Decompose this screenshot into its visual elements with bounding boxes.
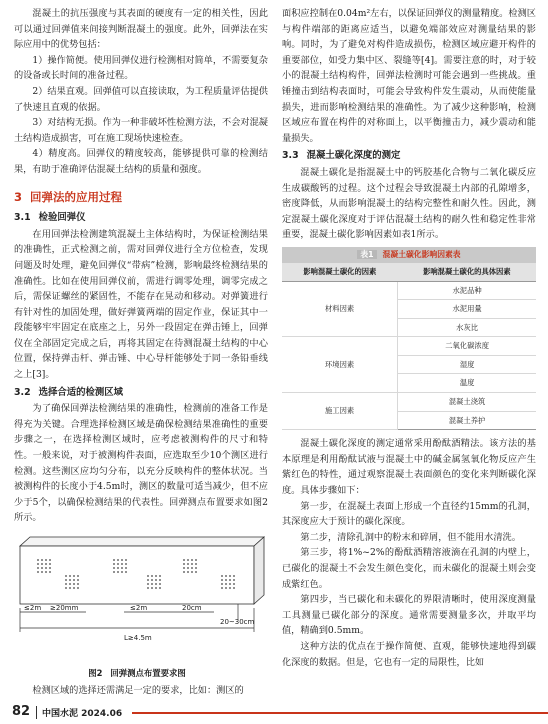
test-point [225, 579, 227, 581]
figure-test-point-layout [14, 532, 268, 664]
test-point [69, 575, 71, 577]
test-point [191, 559, 193, 561]
table-cell: 二氧化碳浓度 [398, 337, 536, 356]
test-point [117, 559, 119, 561]
table-cell: 水泥用量 [398, 300, 536, 319]
test-point [49, 567, 51, 569]
test-point [77, 575, 79, 577]
test-point [69, 587, 71, 589]
test-point [41, 571, 43, 573]
table-title-bar [282, 247, 536, 263]
figure-number: 图2 [88, 668, 103, 678]
intro-paragraph: 混凝土的抗压强度与其表面的硬度有一定的相关性，因此可以通过回弹值来间接判断混凝土的强度。此外，回弹法在实际应用中的优势包括： [14, 8, 268, 51]
subsection-number: 3.2 [14, 386, 31, 398]
length-label: L≥4.5m [124, 634, 152, 642]
test-point [77, 587, 79, 589]
table-category-cell: 环境因素 [282, 337, 398, 393]
test-point [233, 579, 235, 581]
table-cell: 水灰比 [398, 318, 536, 337]
test-point [151, 575, 153, 577]
test-point [125, 563, 127, 565]
page-footer [0, 701, 548, 724]
test-point [187, 559, 189, 561]
subsection-number: 3.1 [14, 212, 31, 224]
test-point [221, 587, 223, 589]
test-point [45, 559, 47, 561]
subsection-number: 3.3 [282, 150, 299, 162]
test-point [73, 575, 75, 577]
subsection-heading [14, 210, 268, 226]
table-row [282, 393, 536, 412]
subsection-title: 混凝土碳化深度的测定 [306, 150, 401, 162]
test-point [113, 559, 115, 561]
left-column [14, 6, 268, 698]
test-point [125, 559, 127, 561]
test-point [65, 583, 67, 585]
box-front-face [20, 546, 254, 604]
test-point [49, 571, 51, 573]
step-item: 第四步，当已碳化和未碳化的界限清晰时，使用深度测量工具测量已碳化部分的深度。通常需要测量多次，并取平均值，精确到0.5mm。 [282, 594, 536, 637]
test-point [45, 563, 47, 565]
test-point [159, 575, 161, 577]
test-point [221, 575, 223, 577]
body-paragraph: 为了确保回弹法检测结果的准确性，检测前的准备工作是得充为关键。合理选择检测区域是确保检测结果准确性的重要步骤之一，在选择检测区域时，应考虑被测构件的尺寸和特性。一般来说，对于被测构件表面，应选取至少10个测区进行检测。这些测区应均匀分布，以充分反映构件的整体状况。当被测构件的长度小于4.5m时，测区的数量可适当减少，但不应少于5个，以确保检测结果的代表性。回弹测点布置要求如图2所示。 [14, 403, 268, 524]
test-point [45, 571, 47, 573]
carbonation-factor-table [282, 263, 536, 430]
test-point [69, 579, 71, 581]
table-header: 影响混凝土碳化的具体因素 [398, 263, 536, 281]
test-point [195, 559, 197, 561]
test-point [73, 587, 75, 589]
test-point [37, 563, 39, 565]
test-point [49, 559, 51, 561]
dim-label: ≥20mm [50, 604, 79, 612]
section-title: 回弹法的应用过程 [30, 189, 123, 204]
test-point [159, 579, 161, 581]
test-point [233, 583, 235, 585]
subsection-title: 检验回弹仪 [38, 212, 86, 224]
test-point [117, 563, 119, 565]
test-point [121, 559, 123, 561]
test-point [49, 563, 51, 565]
box-top-face [20, 537, 264, 546]
table-row [282, 337, 536, 356]
right-column [282, 6, 536, 670]
test-point [151, 579, 153, 581]
test-point [233, 587, 235, 589]
advantage-item: 4）精度高。回弹仪的精度较高，能够提供可靠的检测结果，有助于准确评估混凝土结构的质量和强度。 [14, 148, 268, 175]
test-point [183, 559, 185, 561]
test-point [155, 579, 157, 581]
body-paragraph: 面积应控制在0.04m²左右，以保证回弹仪的测量精度。检测区与构件端部的距离应适当，以避免端部效应对测量结果的影响。同时，为了避免对构件造成损伤，检测区域应避开构件的重要部位，如受力集中区、裂缝等[4]。需要注意的时，对于较小的混凝土结构构件，回弹法检测时可能会遇到一些挑战。重锤撞击到结构表面时，可能会导致构件发生震动，从而使能量损失，进而影响检测结果的准确性。为了减少这种影响，检测区域应布置在构件的对称面上，以平衡撞击力，减少震动和能量损失。 [282, 8, 536, 144]
test-point [151, 583, 153, 585]
step-item: 第二步，清除孔洞中的粉末和碎屑，但不能用水清洗。 [300, 531, 521, 543]
test-point [77, 579, 79, 581]
test-point [69, 583, 71, 585]
test-point [229, 587, 231, 589]
test-point [155, 587, 157, 589]
test-point [147, 579, 149, 581]
advantage-item: 2）结果直观。回弹值可以直接读取，为工程质量评估提供了快速且直观的依据。 [14, 85, 268, 113]
body-paragraph: 在用回弹法检测建筑混凝土主体结构时，为保证检测结果的准确性，正式检测之前，需对回弹仪进行全方位检查，发现问题及时处理，避免回弹仪“带病”检测，影响最终检测结果的准确性。比如在使用回弹仪前，需进行调零处理，调零完成之后，需保证螺丝的紧固性，不能存在晃动和移动。对弹簧进行有针对性的加固处理，做好弹簧两端的固定作业，保证其中一段能够牢牢固定在底座之上，另外一段固定在弹击锤上，回弹仪在全部固定完成之后，再将其固定在待测混凝土结构的中心位置，保持弹击杆、弹击锤、中心导杆能够处于同一条铅垂线之上[3]。 [14, 228, 268, 381]
test-point [41, 567, 43, 569]
test-point [191, 571, 193, 573]
subsection-title: 选择合适的检测区域 [38, 386, 123, 398]
test-point [41, 559, 43, 561]
test-point [221, 583, 223, 585]
test-point [225, 587, 227, 589]
subsection-heading [282, 148, 536, 164]
test-point [125, 571, 127, 573]
test-point [121, 567, 123, 569]
test-point [221, 579, 223, 581]
test-point [73, 579, 75, 581]
advantage-item: 1）操作简便。使用回弹仪进行检测相对简单，不需要复杂的设备或长时间的准备过程。 [14, 54, 268, 82]
test-point [121, 571, 123, 573]
table-header-row [282, 263, 536, 281]
dim-label: ≤2m [130, 604, 148, 612]
test-point [125, 567, 127, 569]
table-cell: 混凝土浇筑 [398, 393, 536, 412]
test-point [187, 567, 189, 569]
table-category-cell: 材料因素 [282, 281, 398, 337]
table-header: 影响混凝土碳化的因素 [282, 263, 398, 281]
body-paragraph: 混凝土碳化深度的测定通常采用酚酞酒精法。该方法的基本原理是利用酚酞试液与混凝土中的碱金属氢氧化物反应产生紫红色的特性，通过观察混凝土表面颜色的变化来判断碳化深度。具体步骤如下： [282, 438, 536, 497]
test-point [187, 571, 189, 573]
test-point [65, 587, 67, 589]
table-number: 表1 [357, 250, 376, 259]
table-cell: 湿度 [398, 355, 536, 374]
test-point [187, 563, 189, 565]
table-cell: 混凝土养护 [398, 411, 536, 430]
test-point [65, 579, 67, 581]
step-item: 第三步，将1%~2%的酚酞酒精溶液滴在孔洞的内壁上，已碳化的混凝土不会发生颜色变化，而未碳化的混凝土则会变成紫红色。 [282, 547, 536, 590]
test-point [117, 567, 119, 569]
page-number: 82 [12, 704, 31, 719]
test-point [121, 563, 123, 565]
dim-label: 20~30cm [220, 618, 255, 626]
test-point [183, 567, 185, 569]
test-point [155, 575, 157, 577]
test-point [151, 587, 153, 589]
test-point [229, 575, 231, 577]
test-point [155, 583, 157, 585]
test-point [147, 575, 149, 577]
section-number: 3 [14, 189, 23, 204]
test-point [37, 571, 39, 573]
section-heading [14, 190, 268, 206]
test-point [195, 563, 197, 565]
journal-name: 中国水泥 2024.06 [42, 709, 123, 719]
test-point [37, 567, 39, 569]
test-point [195, 567, 197, 569]
test-point [113, 567, 115, 569]
table-row [282, 281, 536, 300]
table-cell: 水泥品种 [398, 281, 536, 300]
table-cell: 温度 [398, 374, 536, 393]
test-point [73, 583, 75, 585]
dim-label: 20cm [182, 604, 202, 612]
footer-divider [36, 706, 37, 719]
test-point [113, 563, 115, 565]
test-point [65, 575, 67, 577]
body-paragraph: 混凝土碳化是指混凝土中的钙胶基化合物与二氧化碳反应生成碳酸钙的过程。这个过程会导致混凝土内部的孔隙增多，密度降低，从而影响混凝土的结构完整性和耐久性。因此，测定混凝土碳化深度对于评估混凝土结构的耐久性和稳定性非常重要，混凝土碳化影响因素如表1所示。 [282, 166, 536, 241]
test-point-diagram [14, 532, 268, 664]
test-point [183, 563, 185, 565]
footer-accent-bar [132, 712, 548, 714]
body-paragraph: 这种方法的优点在于操作简便、直观，能够快速地得到碳化深度的数据。但是，它也有一定的局限性，比如 [282, 640, 536, 668]
test-point [113, 571, 115, 573]
subsection-heading [14, 385, 268, 401]
test-point [159, 587, 161, 589]
test-point [183, 571, 185, 573]
test-point [147, 583, 149, 585]
dim-label: ≤2m [24, 604, 42, 612]
body-paragraph: 检测区域的选择还需满足一定的要求，比如：测区的 [32, 684, 244, 696]
test-point [233, 575, 235, 577]
advantage-item: 3）对结构无损。作为一种非破坏性检测方法，不会对混凝土结构造成损害，可在施工现场快速检查。 [14, 117, 268, 144]
test-point [77, 583, 79, 585]
table-category-cell: 施工因素 [282, 393, 398, 430]
test-point [45, 567, 47, 569]
test-point [225, 583, 227, 585]
test-point [41, 563, 43, 565]
figure-caption-text: 回弹测点布置要求图 [110, 668, 186, 678]
figure-caption [14, 666, 268, 682]
test-point [191, 563, 193, 565]
table-title: 混凝土碳化影响因素表 [382, 249, 461, 259]
test-point [147, 587, 149, 589]
step-item: 第一步，在混凝土表面上形成一个直径约15mm的孔洞，其深度应大于预计的碳化深度。 [282, 500, 536, 528]
test-point [117, 571, 119, 573]
test-point [229, 579, 231, 581]
test-point [37, 559, 39, 561]
test-point [225, 575, 227, 577]
test-point [195, 571, 197, 573]
test-point [229, 583, 231, 585]
box-side-face [254, 537, 264, 604]
test-point [191, 567, 193, 569]
test-point [159, 583, 161, 585]
